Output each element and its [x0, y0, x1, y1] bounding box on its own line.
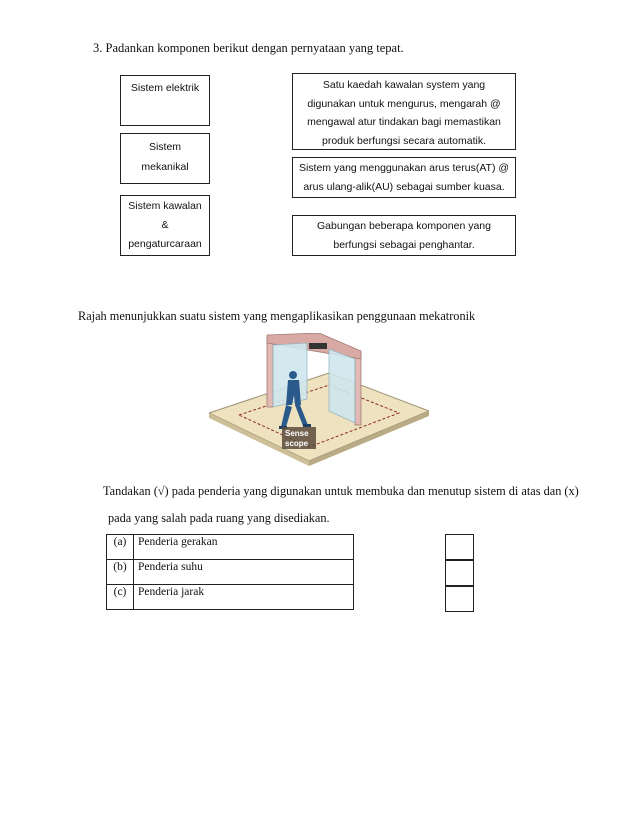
sense-label-line2: scope [285, 439, 309, 448]
door-frame-right [355, 353, 361, 425]
right-box-line: Satu kaedah kawalan system yang [322, 79, 486, 91]
left-box-line: pengaturcaraan [128, 238, 202, 250]
left-box-line: Sistem [148, 141, 182, 153]
question-title: 3. Padankan komponen berikut dengan pernyataan yang tepat. [93, 41, 404, 55]
left-box-line: mekanikal [141, 161, 189, 173]
right-box-line: mengawal atur tindakan bagi memastikan [307, 116, 501, 128]
right-box-line: Gabungan beberapa komponen yang [317, 220, 491, 232]
right-box-line: berfungsi sebagai penghantar. [333, 238, 475, 251]
right-box-control-method [292, 73, 516, 150]
left-box-line: Sistem elektrik [130, 82, 200, 94]
right-box-line: produk berfungsi secara automatik. [321, 134, 486, 147]
door-frame-left [267, 337, 273, 407]
answer-box-b[interactable] [445, 560, 474, 586]
left-box-line: Sistem kawalan [128, 200, 202, 212]
left-box-electrical [120, 75, 210, 126]
option-text: Penderia gerakan [134, 535, 354, 560]
right-box-line: Sistem yang menggunakan arus terus(AT) @ [298, 162, 510, 174]
option-label: (c) [107, 585, 134, 610]
option-text: Penderia suhu [134, 560, 354, 585]
right-box-power-source [292, 157, 516, 198]
left-box-control-programming [120, 195, 210, 256]
table-row [107, 535, 354, 560]
instruction-line-1: Tandakan (√) pada penderia yang digunakan untuk membuka dan menutup sistem di atas dan (x) [103, 484, 579, 498]
option-label: (a) [107, 535, 134, 560]
answer-box-a[interactable] [445, 534, 474, 560]
automatic-door-illustration [209, 333, 429, 468]
sense-label-line1: Sense [285, 429, 309, 438]
answer-box-c[interactable] [445, 586, 474, 612]
floor-mat [209, 373, 429, 461]
left-box-line: & [161, 219, 169, 231]
instruction-line-2: pada yang salah pada ruang yang disediakan. [108, 511, 330, 525]
right-box-line: arus ulang-alik(AU) sebagai sumber kuasa. [303, 180, 505, 193]
right-box-transmitter [292, 215, 516, 256]
left-box-mechanical [120, 133, 210, 184]
options-table [106, 534, 354, 610]
glass-panel-right [329, 349, 355, 423]
table-row [107, 560, 354, 585]
option-text: Penderia jarak [134, 585, 354, 610]
option-label: (b) [107, 560, 134, 585]
right-box-line: digunakan untuk mengurus, mengarah @ [307, 97, 501, 110]
intro-text: Rajah menunjukkan suatu sistem yang mengaplikasikan penggunaan mekatronik [78, 309, 476, 323]
table-row [107, 585, 354, 610]
